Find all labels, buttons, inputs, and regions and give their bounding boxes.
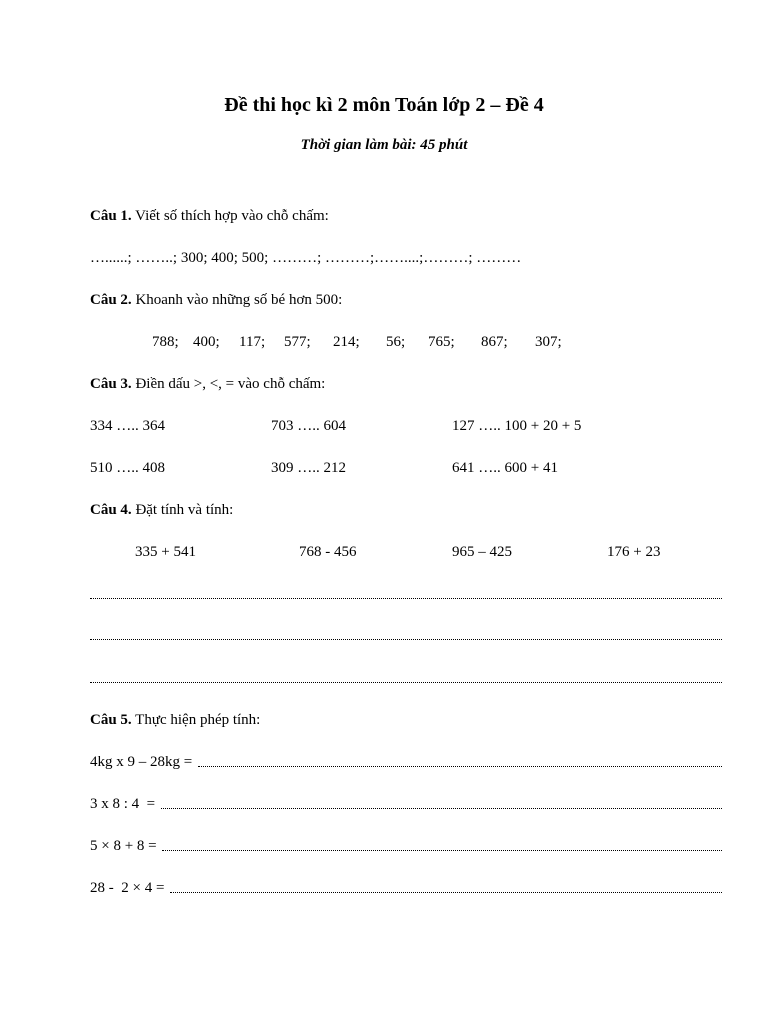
question-5: [90, 712, 260, 729]
question-4-label: Câu 4.: [90, 502, 132, 518]
compare-item: 510 ….. 408: [90, 460, 165, 476]
compare-item: 127 ….. 100 + 20 + 5: [452, 418, 582, 434]
question-2: [90, 292, 342, 309]
compare-item: 334 ….. 364: [90, 418, 165, 434]
number-item: 56;: [386, 334, 406, 350]
calc-item: [90, 838, 722, 855]
calc-item-expression: 4kg x 9 – 28kg =: [90, 754, 196, 770]
question-4: [90, 502, 233, 519]
number-item: 867;: [481, 334, 508, 350]
number-item: 400;: [193, 334, 220, 350]
question-5-text: Thực hiện phép tính:: [131, 712, 261, 728]
calc-item-expression: 28 - 2 × 4 =: [90, 880, 169, 896]
number-item: 307;: [535, 334, 562, 350]
calc-item: [90, 796, 722, 813]
number-item: 577;: [284, 334, 311, 350]
answer-line: [198, 766, 722, 767]
answer-line: [170, 892, 722, 893]
time-limit: Thời gian làm bài: 45 phút: [300, 137, 468, 153]
number-item: 765;: [428, 334, 455, 350]
calc-item-expression: 3 x 8 : 4 =: [90, 796, 159, 812]
question-1-sequence: …......; ……..; 300; 400; 500; ………; ………;……....;………; ………: [90, 250, 522, 266]
question-5-label: Câu 5.: [90, 712, 132, 728]
question-4-text: Đặt tính và tính:: [131, 502, 234, 518]
question-1: [90, 208, 329, 225]
compare-item: 703 ….. 604: [271, 418, 346, 434]
number-item: 214;: [333, 334, 360, 350]
answer-line: [161, 808, 722, 809]
question-3: [90, 376, 325, 393]
number-item: 117;: [239, 334, 266, 350]
question-1-text: Viết số thích hợp vào chỗ chấm:: [131, 208, 329, 224]
answer-line: [162, 850, 722, 851]
answer-line: [90, 638, 722, 640]
calc-expression: 768 - 456: [299, 544, 357, 560]
calc-item: [90, 754, 722, 771]
question-3-text: Điền dấu >, <, = vào chỗ chấm:: [131, 376, 326, 392]
question-2-text: Khoanh vào những số bé hơn 500:: [131, 292, 343, 308]
question-2-label: Câu 2.: [90, 292, 132, 308]
calc-expression: 335 + 541: [135, 544, 196, 560]
calc-item: [90, 880, 722, 897]
compare-item: 641 ….. 600 + 41: [452, 460, 558, 476]
answer-line: [90, 681, 722, 683]
question-3-label: Câu 3.: [90, 376, 132, 392]
calc-expression: 176 + 23: [607, 544, 661, 560]
calc-expression: 965 – 425: [452, 544, 512, 560]
calc-item-expression: 5 × 8 + 8 =: [90, 838, 161, 854]
page-title: Đề thi học kì 2 môn Toán lớp 2 – Đề 4: [224, 94, 544, 116]
compare-item: 309 ….. 212: [271, 460, 346, 476]
question-1-label: Câu 1.: [90, 208, 132, 224]
number-item: 788;: [152, 334, 179, 350]
answer-line: [90, 597, 722, 599]
